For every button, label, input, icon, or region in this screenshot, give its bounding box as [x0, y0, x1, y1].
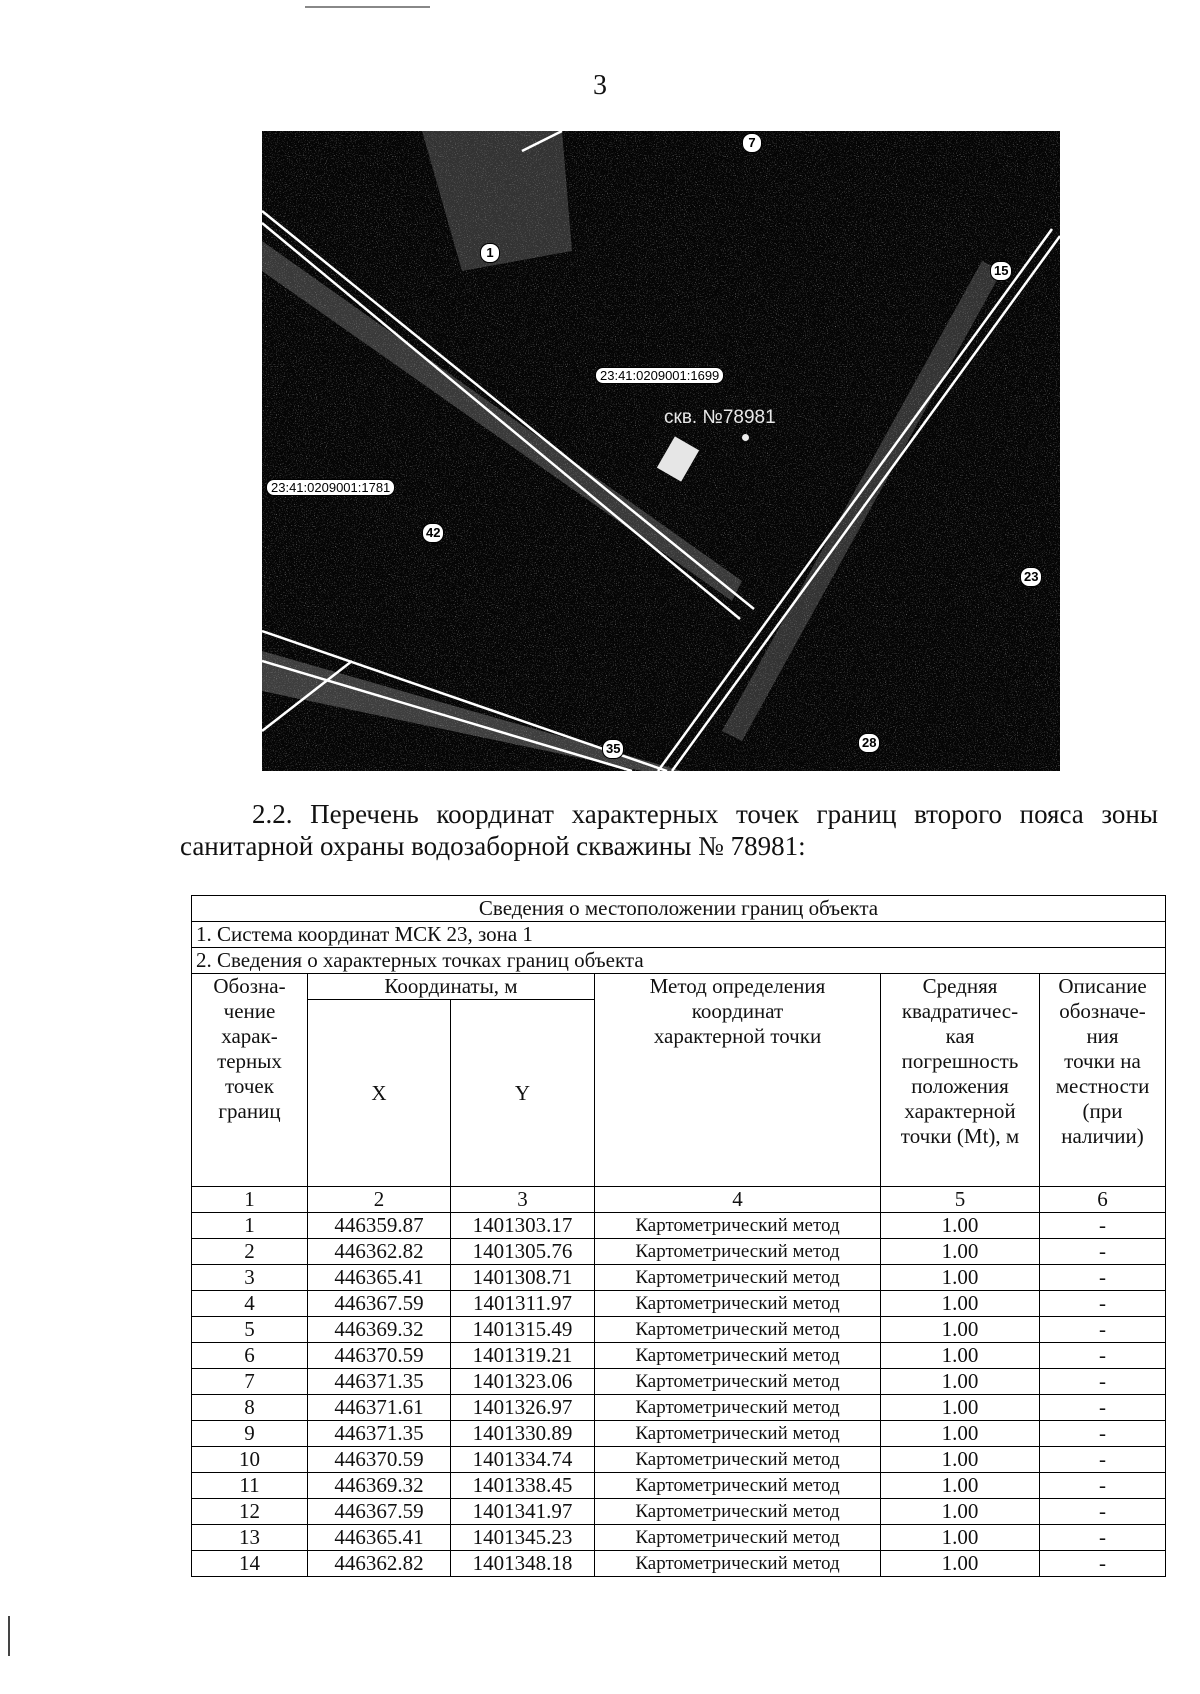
map-point-42: 42 — [422, 523, 444, 543]
point-y: 1401341.97 — [451, 1499, 595, 1525]
top-rule — [305, 6, 430, 8]
point-description: - — [1040, 1551, 1166, 1577]
point-method: Картометрический метод — [595, 1239, 881, 1265]
point-method: Картометрический метод — [595, 1447, 881, 1473]
point-x: 446371.35 — [308, 1421, 451, 1447]
point-mt: 1.00 — [881, 1421, 1040, 1447]
coordinate-system: 1. Система координат МСК 23, зона 1 — [192, 922, 1166, 948]
point-x: 446371.35 — [308, 1369, 451, 1395]
point-number: 1 — [192, 1213, 308, 1239]
point-y: 1401345.23 — [451, 1525, 595, 1551]
table-row — [192, 1369, 1166, 1395]
map-point-35: 35 — [602, 739, 624, 759]
point-method: Картометрический метод — [595, 1265, 881, 1291]
point-number: 7 — [192, 1369, 308, 1395]
point-method: Картометрический метод — [595, 1551, 881, 1577]
point-number: 6 — [192, 1343, 308, 1369]
point-mt: 1.00 — [881, 1551, 1040, 1577]
header-designation: Обозна- чение харак- терных точек границ — [192, 974, 308, 1187]
point-number: 13 — [192, 1525, 308, 1551]
header-mean-error: Средняя квадратичес- кая погрешность положения характерной точки (Mt), м — [881, 974, 1040, 1187]
point-y: 1401319.21 — [451, 1343, 595, 1369]
point-number: 14 — [192, 1551, 308, 1577]
table-row — [192, 1395, 1166, 1421]
table-row — [192, 1291, 1166, 1317]
point-x: 446362.82 — [308, 1239, 451, 1265]
point-x: 446365.41 — [308, 1525, 451, 1551]
point-method: Картометрический метод — [595, 1291, 881, 1317]
coordinates-table — [191, 895, 1166, 1577]
point-mt: 1.00 — [881, 1499, 1040, 1525]
point-method: Картометрический метод — [595, 1369, 881, 1395]
point-y: 1401311.97 — [451, 1291, 595, 1317]
heading-line-1: 2.2. Перечень координат характерных точек границ второго пояса зоны — [252, 799, 1158, 829]
point-mt: 1.00 — [881, 1473, 1040, 1499]
point-x: 446367.59 — [308, 1499, 451, 1525]
point-description: - — [1040, 1213, 1166, 1239]
parcel-label-1699: 23:41:0209001:1699 — [595, 367, 724, 384]
point-mt: 1.00 — [881, 1265, 1040, 1291]
point-description: - — [1040, 1239, 1166, 1265]
table-row — [192, 1317, 1166, 1343]
column-number: 3 — [451, 1187, 595, 1213]
point-description: - — [1040, 1447, 1166, 1473]
point-method: Картометрический метод — [595, 1473, 881, 1499]
column-number: 2 — [308, 1187, 451, 1213]
point-method: Картометрический метод — [595, 1525, 881, 1551]
map-point-23: 23 — [1020, 567, 1042, 587]
point-method: Картометрический метод — [595, 1213, 881, 1239]
well-label: скв. №78981 — [664, 407, 776, 428]
table-row — [192, 1447, 1166, 1473]
point-description: - — [1040, 1395, 1166, 1421]
point-description: - — [1040, 1343, 1166, 1369]
header-y: Y — [451, 1000, 595, 1187]
point-x: 446371.61 — [308, 1395, 451, 1421]
point-y: 1401305.76 — [451, 1239, 595, 1265]
header-x: X — [308, 1000, 451, 1187]
table-row — [192, 1239, 1166, 1265]
point-method: Картометрический метод — [595, 1395, 881, 1421]
point-y: 1401315.49 — [451, 1317, 595, 1343]
header-description: Описание обозначе- ния точки на местности (при наличии) — [1040, 974, 1166, 1187]
point-x: 446370.59 — [308, 1343, 451, 1369]
map-point-7: 7 — [742, 133, 762, 153]
point-y: 1401334.74 — [451, 1447, 595, 1473]
point-number: 9 — [192, 1421, 308, 1447]
point-description: - — [1040, 1291, 1166, 1317]
point-x: 446369.32 — [308, 1317, 451, 1343]
point-description: - — [1040, 1499, 1166, 1525]
table-row — [192, 1473, 1166, 1499]
section-heading — [180, 798, 1158, 862]
point-description: - — [1040, 1265, 1166, 1291]
header-method: Метод определения координат характерной точки — [595, 974, 881, 1187]
map-point-28: 28 — [858, 733, 880, 753]
parcel-label-1781: 23:41:0209001:1781 — [266, 479, 395, 496]
table-row — [192, 1499, 1166, 1525]
point-description: - — [1040, 1525, 1166, 1551]
point-number: 8 — [192, 1395, 308, 1421]
point-x: 446370.59 — [308, 1447, 451, 1473]
point-mt: 1.00 — [881, 1239, 1040, 1265]
table-title: Сведения о местоположении границ объекта — [192, 896, 1166, 922]
point-description: - — [1040, 1369, 1166, 1395]
table-row — [192, 1343, 1166, 1369]
point-y: 1401308.71 — [451, 1265, 595, 1291]
column-number: 4 — [595, 1187, 881, 1213]
point-number: 3 — [192, 1265, 308, 1291]
point-number: 12 — [192, 1499, 308, 1525]
point-mt: 1.00 — [881, 1317, 1040, 1343]
point-mt: 1.00 — [881, 1369, 1040, 1395]
point-y: 1401330.89 — [451, 1421, 595, 1447]
point-number: 2 — [192, 1239, 308, 1265]
point-number: 5 — [192, 1317, 308, 1343]
map-drawing — [262, 131, 1060, 771]
header-coordinates: Координаты, м — [308, 974, 595, 1000]
table-row — [192, 1525, 1166, 1551]
point-y: 1401326.97 — [451, 1395, 595, 1421]
point-x: 446365.41 — [308, 1265, 451, 1291]
table-row — [192, 1213, 1166, 1239]
point-y: 1401338.45 — [451, 1473, 595, 1499]
point-y: 1401348.18 — [451, 1551, 595, 1577]
column-number: 1 — [192, 1187, 308, 1213]
point-method: Картометрический метод — [595, 1421, 881, 1447]
point-mt: 1.00 — [881, 1291, 1040, 1317]
point-method: Картометрический метод — [595, 1499, 881, 1525]
table-row — [192, 1421, 1166, 1447]
point-mt: 1.00 — [881, 1525, 1040, 1551]
point-x: 446367.59 — [308, 1291, 451, 1317]
page-number: 3 — [593, 70, 607, 101]
column-number: 5 — [881, 1187, 1040, 1213]
point-description: - — [1040, 1317, 1166, 1343]
point-number: 11 — [192, 1473, 308, 1499]
point-mt: 1.00 — [881, 1447, 1040, 1473]
point-method: Картометрический метод — [595, 1343, 881, 1369]
map-point-15: 15 — [990, 261, 1012, 281]
point-description: - — [1040, 1473, 1166, 1499]
map-point-1: 1 — [480, 243, 500, 263]
margin-mark — [8, 1616, 10, 1656]
heading-line-2: санитарной охраны водозаборной скважины № 78981: — [180, 831, 806, 861]
section-caption: 2. Сведения о характерных точках границ объекта — [192, 948, 1166, 974]
table-row — [192, 1265, 1166, 1291]
point-number: 10 — [192, 1447, 308, 1473]
column-number: 6 — [1040, 1187, 1166, 1213]
point-number: 4 — [192, 1291, 308, 1317]
point-y: 1401303.17 — [451, 1213, 595, 1239]
point-method: Картометрический метод — [595, 1317, 881, 1343]
point-y: 1401323.06 — [451, 1369, 595, 1395]
point-description: - — [1040, 1421, 1166, 1447]
point-mt: 1.00 — [881, 1395, 1040, 1421]
well-marker-icon — [742, 434, 749, 441]
point-mt: 1.00 — [881, 1343, 1040, 1369]
point-mt: 1.00 — [881, 1213, 1040, 1239]
table-row — [192, 1551, 1166, 1577]
satellite-map — [262, 131, 1060, 771]
point-x: 446362.82 — [308, 1551, 451, 1577]
point-x: 446369.32 — [308, 1473, 451, 1499]
point-x: 446359.87 — [308, 1213, 451, 1239]
